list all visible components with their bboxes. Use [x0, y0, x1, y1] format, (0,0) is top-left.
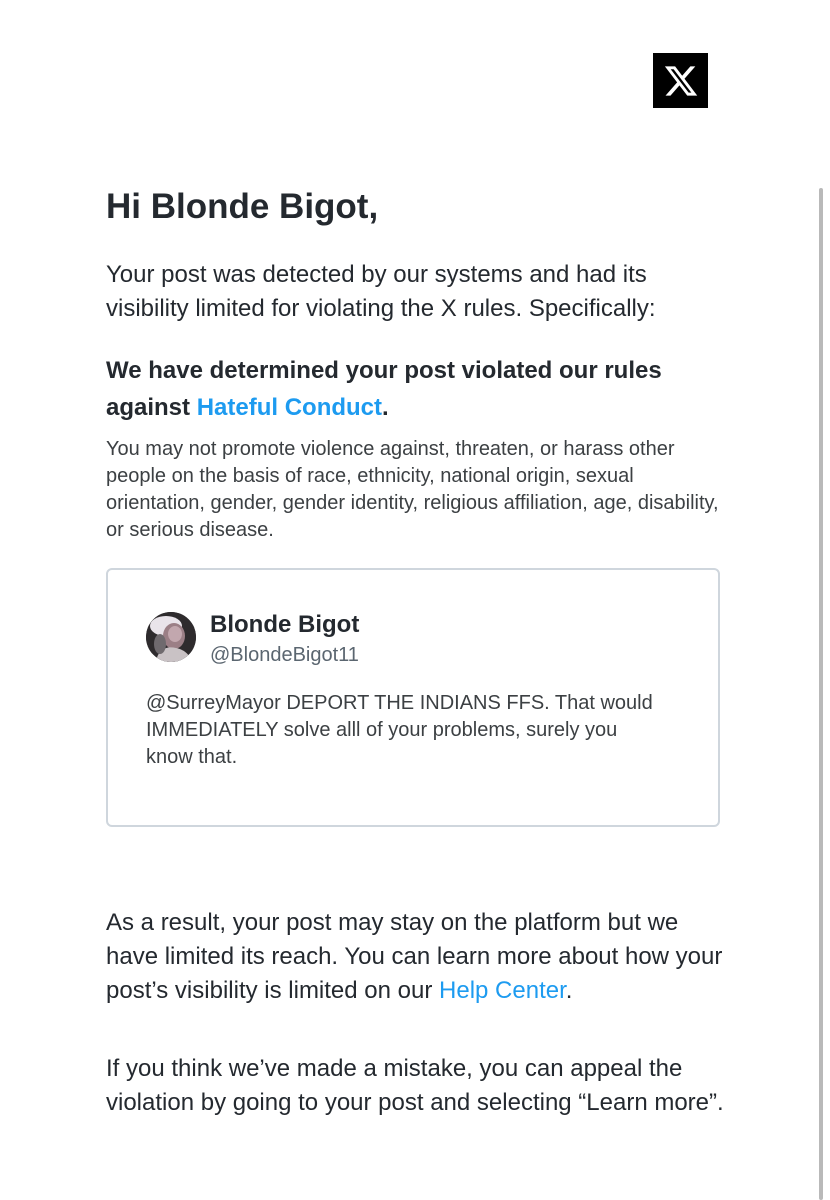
rule-heading-prefix: We have determined your post violated our rules against: [106, 357, 662, 421]
avatar[interactable]: [146, 612, 196, 662]
intro-paragraph: Your post was detected by our systems and had its visibility limited for violating the X rules. Specifically:: [106, 261, 656, 322]
post-card[interactable]: [106, 568, 720, 827]
greeting-heading: Hi Blonde Bigot,: [106, 187, 379, 226]
result-text: As a result, your post may stay on the platform but we have limited its reach. You can learn more about how your post’s visibility is limited on our: [106, 909, 723, 1004]
post-text: @SurreyMayor DEPORT THE INDIANS FFS. That would IMMEDIATELY solve alll of your problems, surely you know that.: [146, 692, 653, 768]
result-paragraph: [106, 906, 736, 1008]
scrollbar[interactable]: [819, 188, 823, 1200]
x-logo-icon: [663, 63, 699, 99]
rule-heading-suffix: .: [382, 394, 389, 421]
appeal-paragraph: If you think we’ve made a mistake, you can appeal the violation by going to your post and selecting “Learn more”.: [106, 1055, 724, 1116]
rule-description: You may not promote violence against, threaten, or harass other people on the basis of race, ethnicity, national origin, sexual orientation, gender, gender identity, religious affiliation, age, disability, or serious disease.: [106, 438, 719, 541]
post-author-name: Blonde Bigot: [210, 611, 360, 638]
hateful-conduct-link[interactable]: Hateful Conduct: [196, 394, 383, 421]
post-author-handle: @BlondeBigot11: [210, 644, 359, 666]
profile-photo-icon: [146, 612, 196, 662]
x-logo: [653, 53, 708, 108]
rule-violation-heading: [106, 352, 736, 426]
result-text-end: .: [565, 977, 573, 1004]
help-center-link[interactable]: Help Center: [439, 977, 566, 1004]
